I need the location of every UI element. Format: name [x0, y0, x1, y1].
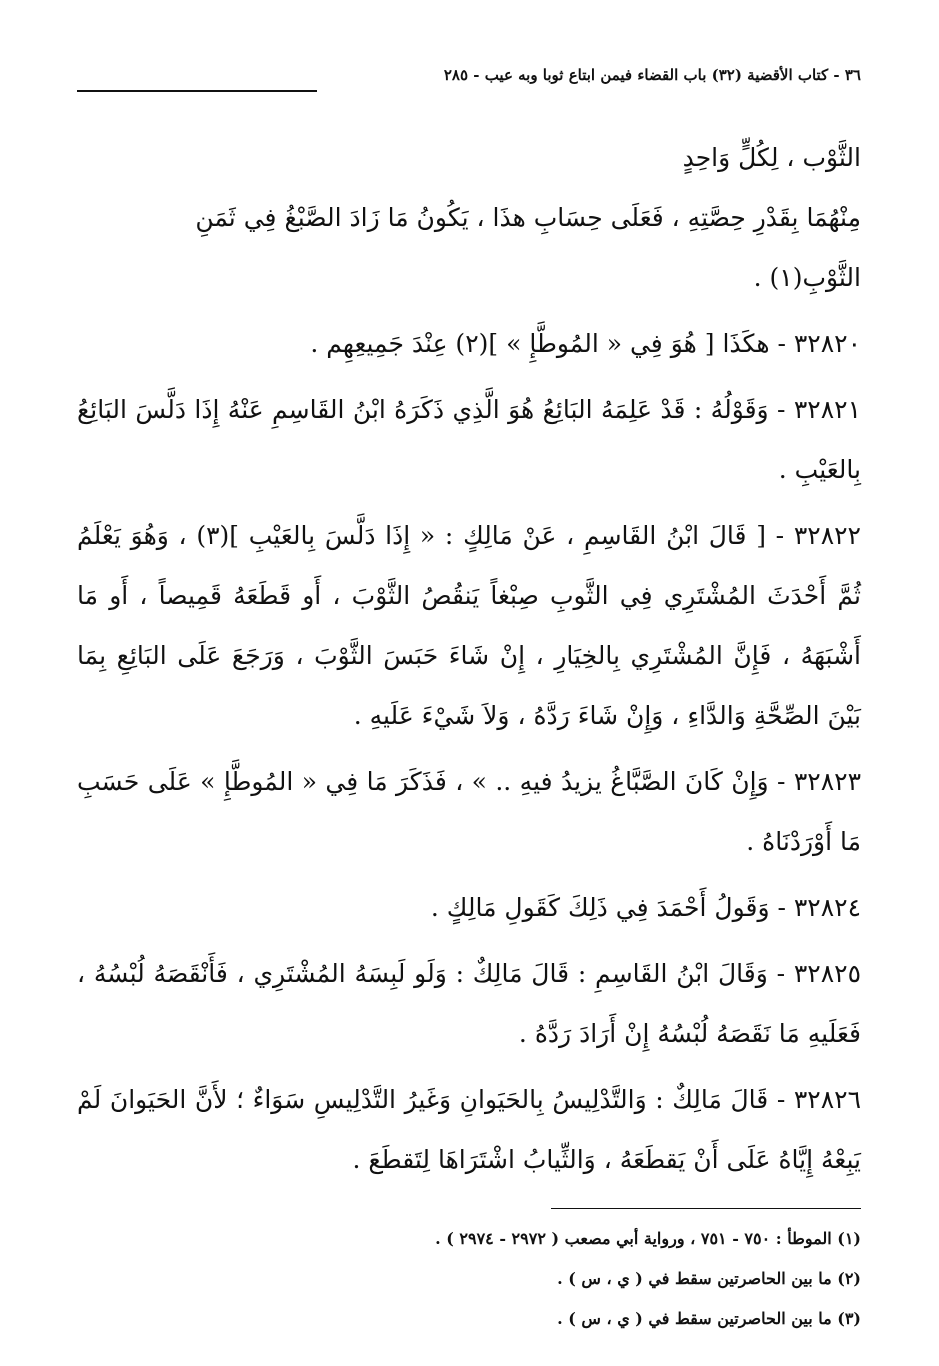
paragraph-32821: ٣٢٨٢١ - وَقَوْلُهُ : قَدْ عَلِمَهُ البَائِعُ هُوَ الَّذِي ذَكَرَهُ ابْنُ القَاسِمِ عَنْهُ إِذَا دَلَّسَ البَائِعُ بِالعَيْبِ . — [77, 395, 861, 484]
header-rule — [77, 90, 317, 92]
paragraph-32820: ٣٢٨٢٠ - هكَذَا [ هُوَ فِي « المُوطَّإِ » ](٢) عِنْدَ جَمِيعِهِم . — [310, 329, 861, 358]
paragraph-32825: ٣٢٨٢٥ - وَقَالَ ابْنُ القَاسِمِ : قَالَ مَالِكٌ : وَلَو لَبِسَهُ المُشْتَرِي ، فَأَنْقَصَهُ لُبْسُهُ ، فَعَلَيهِ مَا نَقَصَهُ لُبْسُهُ إِنْ أَرَادَ رَدَّهُ . — [77, 959, 861, 1048]
footnotes — [77, 1222, 861, 1342]
footnote-2: (٢) ما بين الحاصرتين سقط في ( ي ، س ) . — [557, 1269, 861, 1288]
paragraph-32826: ٣٢٨٢٦ - قَالَ مَالِكٌ : وَالتَّدْلِيسُ بِالحَيَوانِ وَغَيرُ التَّدْلِيسِ سَوَاءٌ ؛ لأَنَّ الحَيَوانَ لَمْ يَبِعْهُ إِيَّاهُ عَلَى أَنْ يَقطَعَهُ ، وَالثِّيابُ اشْتَرَاهَا لِتَقطَعَ . — [77, 1085, 861, 1174]
paragraph-32823: ٣٢٨٢٣ - وَإِنْ كَانَ الصَّبَّاغُ يزيدُ فيهِ .. » ، فَذَكَرَ مَا فِي « المُوطَّإِ » عَلَى حَسَبِ مَا أَوْرَدْنَاهُ . — [77, 767, 861, 856]
paragraph-1-line-3: الثَّوْبِ(١) . — [753, 263, 861, 292]
footnote-1: (١) الموطأ : ٧٥٠ - ٧٥١ ، ورواية أبي مصعب ( ٢٩٧٢ - ٢٩٧٤ ) . — [435, 1229, 861, 1248]
paragraph-1-line-2: مِنْهُمَا بِقَدْرِ حِصَّتِهِ ، فَعَلَى حِسَابِ هذَا ، يَكُونُ مَا زَادَ الصَّبْغُ فِي ثَمَنِ — [195, 203, 861, 232]
paragraph-32824: ٣٢٨٢٤ - وَقَولُ أَحْمَدَ فِي ذَلِكَ كَقَولِ مَالِكٍ . — [430, 893, 861, 922]
paragraph-32822: ٣٢٨٢٢ - [ قَالَ ابْنُ القَاسِمِ ، عَنْ مَالِكٍ : « إِذَا دَلَّسَ بِالعَيْبِ ](٣) ، وَهُوَ يَعْلَمُ ثُمَّ أَحْدَثَ المُشْتَرِي فِي الثَّوبِ صِبْغاً يَنقُصُ الثَّوْبَ ، أَو قَطَعَهُ قَمِيصاً ، أَو مَا أَشْبَهَهُ ، فَإِنَّ المُشْتَرِي بِالخِيَارِ ، إِنْ شَاءَ حَبَسَ الثَّوْبَ ، وَرَجَعَ عَلَى البَائِعِ بِمَا بَيْنَ الصِّحَّةِ وَالدَّاءِ ، وَإِنْ شَاءَ رَدَّهُ ، وَلاَ شَيْءَ عَلَيهِ . — [77, 521, 861, 730]
running-title: ٣٦ - كتاب الأقضية (٣٢) باب القضاء فيمن ابتاع ثوبا وبه عيب - ٢٨٥ — [443, 66, 861, 84]
footnote-rule — [551, 1208, 861, 1209]
body-text — [77, 128, 861, 1190]
footnote-3: (٣) ما بين الحاصرتين سقط في ( ي ، س ) . — [557, 1309, 861, 1328]
running-header — [77, 62, 861, 98]
paragraph-1-line-1: الثَّوْب ، لِكُلٍّ وَاحِدٍ — [682, 143, 861, 172]
